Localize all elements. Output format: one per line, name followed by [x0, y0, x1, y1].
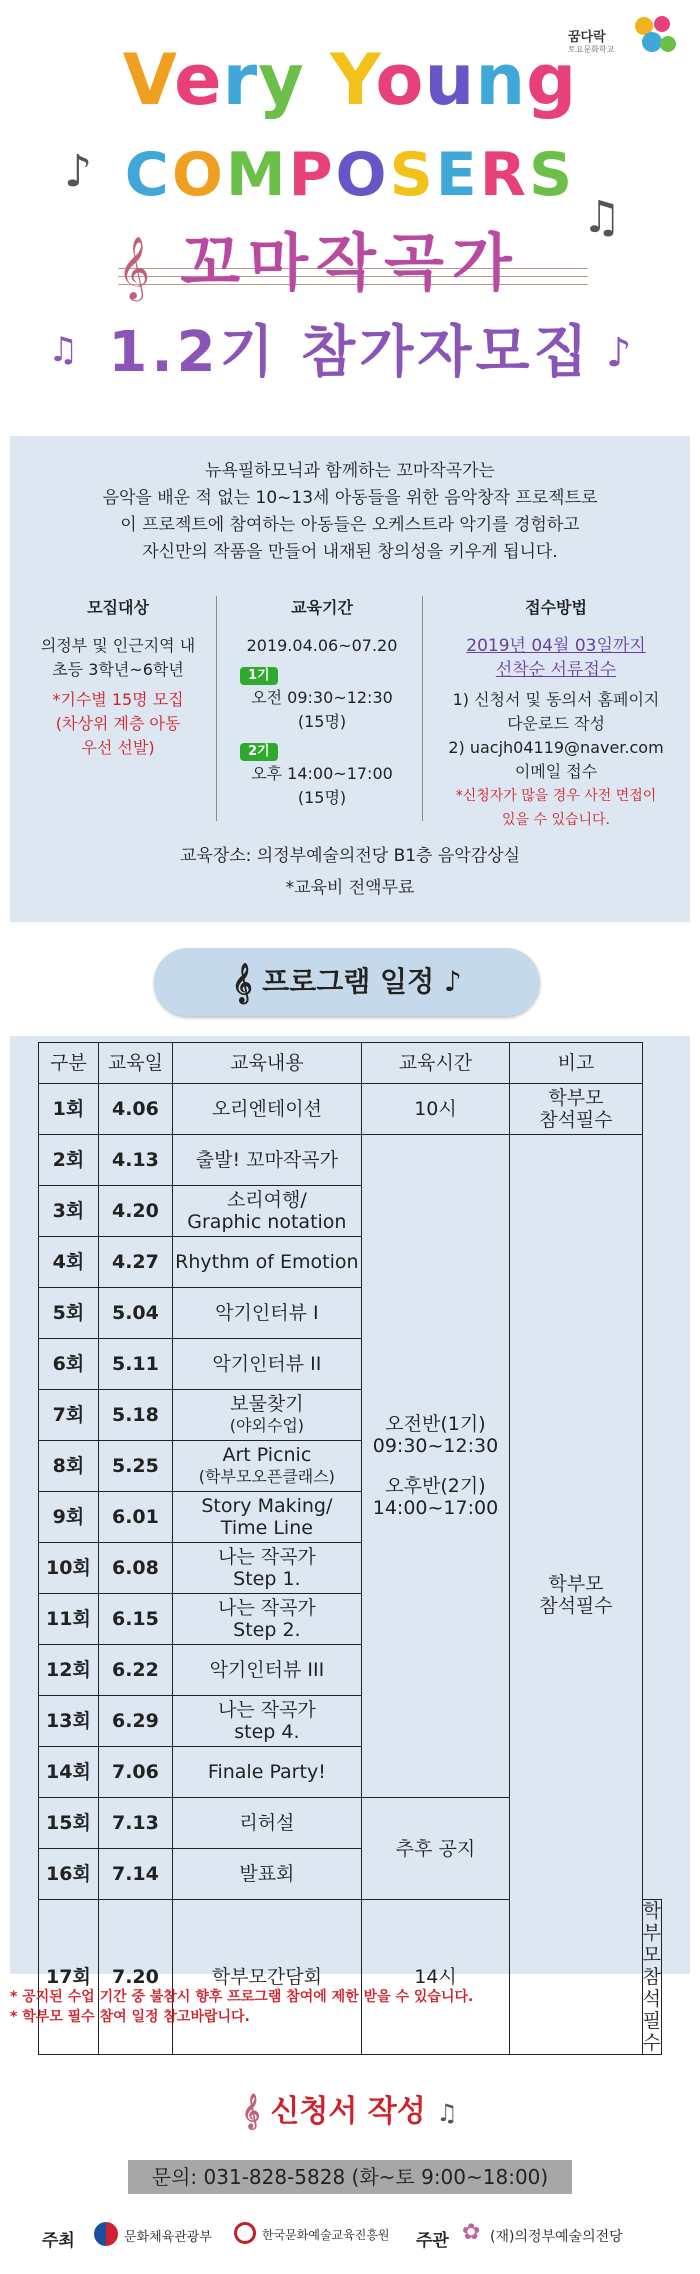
apply-form-label: 신청서 작성: [270, 2094, 426, 2129]
group2-tag: 2기: [240, 743, 278, 761]
session-cell: 1회: [39, 1084, 99, 1135]
divider: [216, 596, 217, 821]
info-box: [10, 436, 690, 922]
recruit-note: (차상위 계층 아동: [55, 714, 181, 733]
music-note-icon: ♫: [48, 330, 79, 370]
date-cell: 7.06: [98, 1747, 172, 1798]
session-cell: 2회: [39, 1135, 99, 1186]
content-cell: [173, 1696, 362, 1747]
content-cell: 출발! 꼬마작곡가: [173, 1135, 362, 1186]
content-line: 보물찾기: [230, 1393, 304, 1415]
host-1: 문화체육관광부: [124, 2230, 212, 2245]
music-note-icon: ♫: [582, 192, 622, 243]
organizer-label: 주관: [416, 2231, 449, 2251]
period-title: 교육기간: [291, 598, 353, 617]
divider: [422, 596, 423, 821]
brand-name: 꿈다락: [568, 30, 606, 45]
table-header-row: [39, 1043, 662, 1084]
date-cell: 6.29: [98, 1696, 172, 1747]
content-cell: [173, 1594, 362, 1645]
content-cell: 발표회: [173, 1849, 362, 1900]
group1-count: (15명): [297, 712, 347, 731]
session-cell: 16회: [39, 1849, 99, 1900]
date-cell: 5.25: [98, 1441, 172, 1492]
recruit-title: 모집대상: [87, 598, 149, 617]
remark-line: 학부모: [548, 1572, 604, 1595]
content-line: Step 2.: [233, 1619, 301, 1641]
time-cell: 10시: [361, 1084, 510, 1135]
place-info: [10, 840, 690, 904]
date-cell: 4.13: [98, 1135, 172, 1186]
time-tbd-cell: 추후 공지: [361, 1798, 510, 1900]
content-cell: 악기인터뷰 I: [173, 1288, 362, 1339]
date-cell: 7.14: [98, 1849, 172, 1900]
table-row: [39, 1084, 662, 1135]
date-cell: 7.20: [98, 1900, 172, 2055]
date-cell: 6.22: [98, 1645, 172, 1696]
footnote: * 학부모 필수 참여 일정 참고바랍니다.: [10, 2009, 250, 2025]
recruit-note: 우선 선발): [81, 738, 155, 757]
music-note-icon: ♪: [606, 330, 632, 376]
content-line: Step 1.: [233, 1568, 301, 1590]
apply-email[interactable]: 2) uacjh04119@naver.com: [448, 738, 664, 757]
session-cell: 17회: [39, 1900, 99, 2055]
session-cell: 3회: [39, 1186, 99, 1237]
organizer: (재)의정부예술의전당: [490, 2229, 623, 2245]
time-line: 오후반(2기): [385, 1475, 486, 1497]
content-cell: [173, 1186, 362, 1237]
remark-line: 참석필수: [539, 1594, 613, 1617]
session-cell: 7회: [39, 1390, 99, 1441]
table-row: [39, 1135, 662, 1186]
session-cell: 6회: [39, 1339, 99, 1390]
intro-line: 자신만의 작품을 만들어 내재된 창의성을 키우게 됩니다.: [142, 542, 558, 562]
content-cell: [173, 1543, 362, 1594]
period-column: [222, 596, 422, 810]
content-cell: Rhythm of Emotion: [173, 1237, 362, 1288]
title-korean: 꼬마작곡가: [180, 226, 520, 299]
remark-line: 학부모: [642, 1900, 661, 1966]
content-line: 소리여행/: [226, 1189, 307, 1211]
time-merged-cell: [361, 1135, 510, 1798]
time-line: 오전반(1기): [385, 1413, 486, 1435]
music-note-icon: ♪: [64, 146, 93, 197]
remark-merged-cell: [510, 1135, 642, 2055]
intro-text: [10, 458, 690, 566]
ministry-logo: [94, 2222, 118, 2246]
place-text: 교육장소: 의정부예술의전당 B1층 음악감상실: [179, 846, 520, 866]
apply-step: 1) 신청서 및 동의서 홈페이지: [452, 690, 660, 709]
header-cell: 비고: [510, 1043, 642, 1084]
content-cell: Finale Party!: [173, 1747, 362, 1798]
title-line-2: COMPOSERS: [124, 140, 576, 210]
header-cell: 교육내용: [173, 1043, 362, 1084]
brand-sub: 토요문화학교: [568, 45, 615, 54]
remark-cell: [510, 1084, 642, 1135]
session-cell: 4회: [39, 1237, 99, 1288]
apply-step: 다운로드 작성: [507, 714, 605, 733]
content-line: 나는 작곡가: [217, 1546, 316, 1568]
program-title: 프로그램 일정: [262, 965, 435, 998]
session-cell: 5회: [39, 1288, 99, 1339]
content-cell: 학부모간담회: [173, 1900, 362, 2055]
contact-bar: 문의: 031-828-5828 (화~토 9:00~18:00): [128, 2160, 572, 2194]
date-cell: 6.15: [98, 1594, 172, 1645]
time-line: 14:00~17:00: [372, 1497, 499, 1519]
content-line: 나는 작곡가: [217, 1597, 316, 1619]
time-cell: 14시: [361, 1900, 510, 2055]
group2-count: (15명): [297, 788, 347, 807]
header-cell: 구분: [39, 1043, 99, 1084]
recruit-note: *기수별 15명 모집: [52, 690, 184, 709]
content-cell: 악기인터뷰 II: [173, 1339, 362, 1390]
apply-deadline: 2019년 04월 03일까지: [466, 636, 646, 656]
date-cell: 5.18: [98, 1390, 172, 1441]
date-cell: 4.20: [98, 1186, 172, 1237]
header-cell: 교육시간: [361, 1043, 510, 1084]
intro-line: 이 프로젝트에 참여하는 아동들은 오케스트라 악기를 경험하고: [120, 515, 580, 535]
treble-clef-icon: 𝄞: [242, 2094, 260, 2129]
apply-method: 선착순 서류접수: [495, 660, 617, 680]
apply-form-link[interactable]: [0, 2086, 700, 2130]
content-line: Art Picnic: [222, 1444, 312, 1466]
date-cell: 4.27: [98, 1237, 172, 1288]
remark-line: 학부모: [548, 1087, 604, 1109]
remark-line: 참석필수: [642, 1966, 661, 2054]
program-title-pill: [154, 948, 540, 1016]
content-line: step 4.: [234, 1721, 300, 1743]
apply-note: 있을 수 있습니다.: [501, 812, 611, 828]
music-note-icon: ♫: [436, 2099, 458, 2127]
content-line: (야외수업): [229, 1416, 305, 1435]
arte-logo: [234, 2222, 256, 2244]
apply-step: 이메일 접수: [514, 762, 598, 781]
host-label: 주최: [42, 2231, 75, 2251]
content-cell: [173, 1441, 362, 1492]
group1-time: 오전 09:30~12:30: [251, 688, 393, 707]
session-cell: 15회: [39, 1798, 99, 1849]
content-cell: [173, 1390, 362, 1441]
content-cell: 오리엔테이션: [173, 1084, 362, 1135]
apply-title: 접수방법: [525, 598, 587, 617]
content-line: 나는 작곡가: [217, 1699, 316, 1721]
session-cell: 9회: [39, 1492, 99, 1543]
recruit-line: 초등 3학년~6학년: [52, 660, 184, 679]
title-line-1: Very Young: [122, 39, 578, 121]
content-line: Story Making/: [201, 1495, 333, 1517]
title-recruit: 1.2기 참가자모집: [108, 320, 592, 385]
session-cell: 12회: [39, 1645, 99, 1696]
apply-column: [428, 596, 684, 832]
date-cell: 4.06: [98, 1084, 172, 1135]
remark-line: 참석필수: [539, 1109, 613, 1131]
fee-text: *교육비 전액무료: [285, 878, 415, 898]
treble-clef-icon: 𝄞: [118, 236, 150, 299]
date-cell: 5.04: [98, 1288, 172, 1339]
content-cell: [173, 1492, 362, 1543]
group2-time: 오후 14:00~17:00: [251, 764, 393, 783]
session-cell: 11회: [39, 1594, 99, 1645]
recruit-line: 의정부 및 인근지역 내: [40, 636, 196, 655]
intro-line: 뉴욕필하모닉과 함께하는 꼬마작곡가는: [205, 461, 495, 481]
session-cell: 8회: [39, 1441, 99, 1492]
date-cell: 6.01: [98, 1492, 172, 1543]
content-line: (학부모오픈클래스): [198, 1467, 335, 1486]
content-cell: 리허설: [173, 1798, 362, 1849]
footnote: * 공지된 수업 기간 중 불참시 향후 프로그램 참여에 제한 받을 수 있습니다.: [10, 1989, 474, 2005]
arts-center-logo: ✿: [462, 2220, 481, 2245]
time-line: 09:30~12:30: [372, 1435, 499, 1457]
header-cell: 교육일: [98, 1043, 172, 1084]
music-note-icon: ♪: [443, 965, 462, 998]
date-cell: 5.11: [98, 1339, 172, 1390]
remark-cell: [642, 1900, 661, 2055]
schedule-table: [38, 1042, 662, 2055]
session-cell: 10회: [39, 1543, 99, 1594]
content-cell: 악기인터뷰 III: [173, 1645, 362, 1696]
apply-note: *신청자가 많을 경우 사전 면접이: [455, 788, 657, 804]
period-dates: 2019.04.06~07.20: [246, 636, 398, 655]
date-cell: 7.13: [98, 1798, 172, 1849]
date-cell: 6.08: [98, 1543, 172, 1594]
group1-tag: 1기: [240, 667, 278, 685]
recruit-column: [20, 596, 216, 760]
host-2: 한국문화예술교육진흥원: [262, 2228, 390, 2242]
intro-line: 음악을 배운 적 없는 10~13세 아동들을 위한 음악창작 프로젝트로: [102, 488, 598, 508]
session-cell: 13회: [39, 1696, 99, 1747]
sponsors-bar: [0, 2216, 700, 2256]
content-line: Graphic notation: [187, 1211, 347, 1233]
treble-clef-icon: 𝄞: [232, 963, 253, 1003]
content-line: Time Line: [220, 1517, 313, 1539]
session-cell: 14회: [39, 1747, 99, 1798]
